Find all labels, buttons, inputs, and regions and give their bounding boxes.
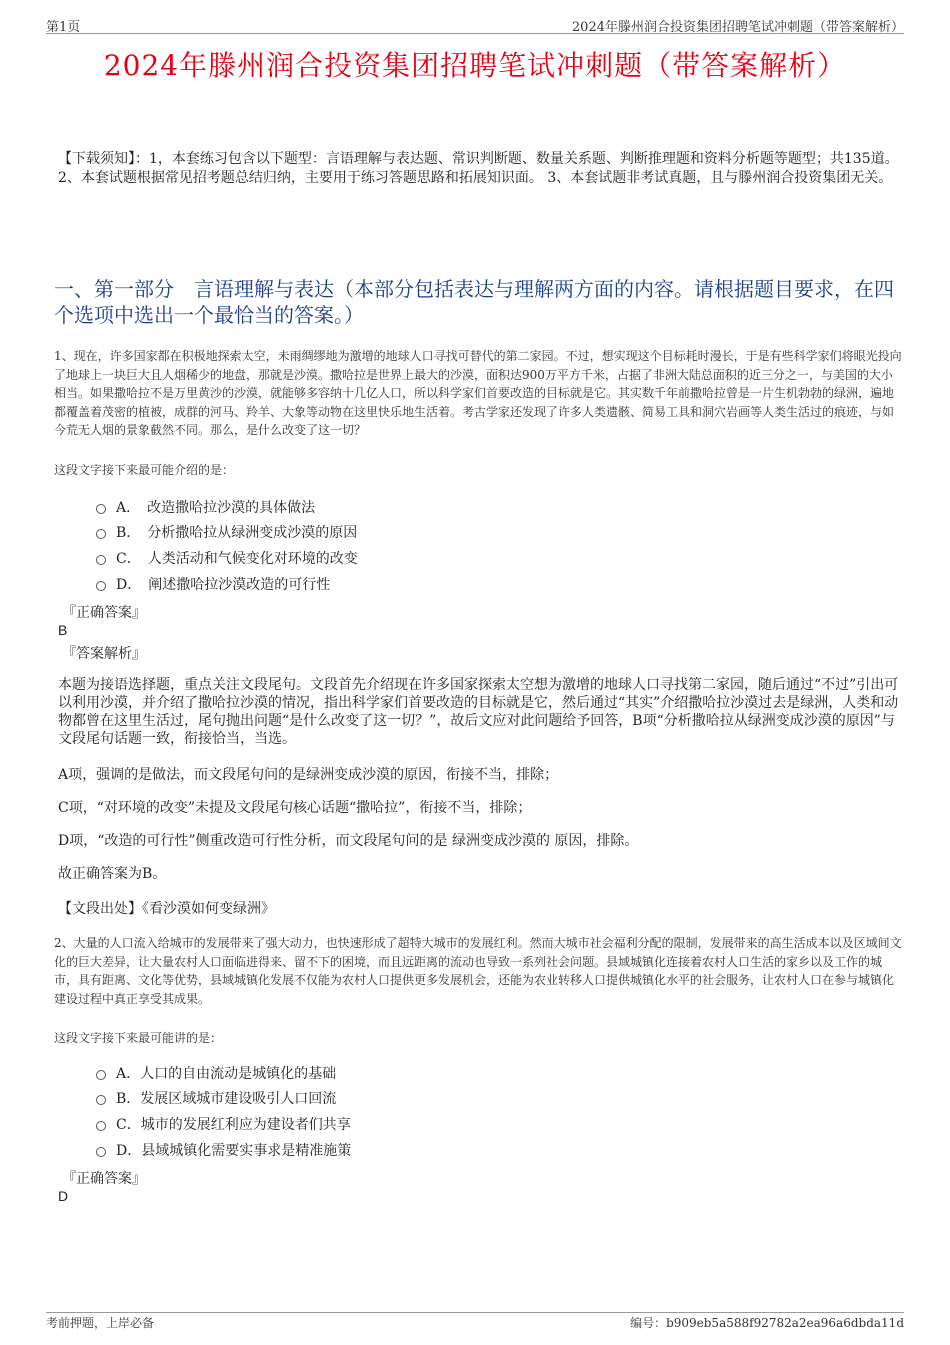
radio-icon[interactable] <box>96 1095 106 1105</box>
option-label: A． 改造撒哈拉沙漠的具体做法 <box>116 500 316 516</box>
question-2-option-b[interactable] <box>96 1088 336 1108</box>
analysis-label: 『答案解析』 <box>62 646 146 662</box>
correct-answer-label: 『正确答案』 <box>62 1171 146 1187</box>
option-label: C． 人类活动和气候变化对环境的改变 <box>116 551 358 567</box>
option-label: B．发展区域城市建设吸引人口回流 <box>116 1091 337 1107</box>
header-divider <box>46 33 904 34</box>
radio-icon[interactable] <box>96 555 106 565</box>
header-page-number: 第1页 <box>46 20 81 35</box>
question-1-prompt: 这段文字接下来最可能介绍的是： <box>54 463 235 477</box>
option-label: D． 阐述撒哈拉沙漠改造的可行性 <box>116 577 331 593</box>
radio-icon[interactable] <box>96 581 106 591</box>
footer-doc-id: 编号：b909eb5a588f92782a2ea96a6dbda11d <box>630 1316 904 1330</box>
radio-icon[interactable] <box>96 1121 106 1131</box>
option-label: B． 分析撒哈拉从绿洲变成沙漠的原因 <box>116 525 358 541</box>
option-label: A．人口的自由流动是城镇化的基础 <box>116 1066 337 1082</box>
option-label: C．城市的发展红利应为建设者们共享 <box>116 1117 351 1133</box>
footer-slogan: 考前押题，上岸必备 <box>46 1316 155 1330</box>
footer-divider <box>46 1312 904 1313</box>
analysis-option-c: C项，“对环境的改变”未提及文段尾句核心话题“撒哈拉”，衔接不当，排除； <box>58 800 532 816</box>
header-doc-title: 2024年滕州润合投资集团招聘笔试冲刺题（带答案解析） <box>571 20 904 35</box>
text-source: 【文段出处】《看沙漠如何变绿洲》 <box>58 901 275 917</box>
download-notice: 【下载须知】：1，本套练习包含以下题型：言语理解与表达题、常识判断题、数量关系题、判断推理题和资料分析题等题型；共135道。 2、本套试题根据常见招考题总结归纳，主要用于练习答题思路和拓展知识面。 3、本套试题非考试真题，且与滕州润合投资集团无关。 <box>58 151 899 186</box>
analysis-paragraph: 本题为接语选择题，重点关注文段尾句。文段首先介绍现在许多国家探索太空想为激增的地球人口寻找第二家园，随后通过“不过”引出可以利用沙漠，并介绍了撒哈拉沙漠的情况，指出科学家们首要改造的目标就是它，然后通过“其实”介绍撒哈拉沙漠过去是绿洲，人类和动物都曾在这里生活过，尾句抛出问题“是什么改变了这一切？”，故后文应对此问题给予回答，B项“分析撒哈拉从绿洲变成沙漠的原因”与文段尾句话题一致，衔接恰当，当选。 <box>58 677 899 747</box>
analysis-option-a: A项，强调的是做法，而文段尾句问的是绿洲变成沙漠的原因，衔接不当，排除； <box>58 767 559 783</box>
question-2-prompt: 这段文字接下来最可能讲的是： <box>54 1031 223 1045</box>
option-label: D．县域城镇化需要实事求是精准施策 <box>116 1143 352 1159</box>
question-2-option-a[interactable] <box>96 1063 336 1083</box>
question-1-option-a[interactable] <box>96 497 315 517</box>
question-1-option-b[interactable] <box>96 522 357 542</box>
question-2-text: 2、大量的人口流入给城市的发展带来了强大动力，也快速形成了超特大城市的发展红利。然而大城市社会福利分配的限制，发展带来的高生活成本以及区域间文化的巨大差异，让大量农村人口面临进得来、留不下的困境，而且远距离的流动也导致一系列社会问题。县域城镇化连接着农村人口生活的家乡以及工作的城市，具有距离、文化等优势，县域城镇化发展不仅能为农村人口提供更多发展机会，还能为农业转移人口提供城镇化水平的社会服务，让农村人口在参与城镇化建设过程中真正享受其成果。 <box>54 936 902 1006</box>
analysis-conclusion: 故正确答案为B。 <box>58 866 167 882</box>
question-1-option-c[interactable] <box>96 548 358 568</box>
section-heading: 一、第一部分 言语理解与表达（本部分包括表达与理解两方面的内容。请根据题目要求，在四个选项中选出一个最恰当的答案。） <box>54 277 894 327</box>
correct-answer-label: 『正确答案』 <box>62 605 146 621</box>
radio-icon[interactable] <box>96 1147 106 1157</box>
question-1-option-d[interactable] <box>96 574 330 594</box>
question-2-option-c[interactable] <box>96 1114 351 1134</box>
page-title: 2024年滕州润合投资集团招聘笔试冲刺题（带答案解析） <box>103 49 847 82</box>
radio-icon[interactable] <box>96 1070 106 1080</box>
radio-icon[interactable] <box>96 529 106 539</box>
correct-answer-value: D <box>58 1188 69 1204</box>
correct-answer-value: B <box>58 622 68 638</box>
question-2-option-d[interactable] <box>96 1140 351 1160</box>
question-1-text: 1、现在，许多国家都在积极地探索太空，未雨绸缪地为激增的地球人口寻找可替代的第二家园。不过，想实现这个目标耗时漫长，于是有些科学家们将眼光投向了地球上一块巨大且人烟稀少的地盘，那就是沙漠。撒哈拉是世界上最大的沙漠，面积达900万平方千米，占据了非洲大陆总面积的近三分之一，与美国的大小相当。如果撒哈拉不是万里黄沙的沙漠，就能够多容纳十几亿人口，所以科学家们首要改造的目标就是它。其实数千年前撒哈拉曾是一片生机勃勃的绿洲，遍地都覆盖着茂密的植被，成群的河马、羚羊、大象等动物在这里快乐地生活着。考古学家还发现了许多人类遗骸、简易工具和洞穴岩画等人类生活过的痕迹，与如今荒无人烟的景象截然不同。那么，是什么改变了这一切？ <box>54 349 902 437</box>
radio-icon[interactable] <box>96 504 106 514</box>
analysis-option-d: D项，“改造的可行性”侧重改造可行性分析，而文段尾句问的是 绿洲变成沙漠的 原因，排除。 <box>58 833 639 849</box>
